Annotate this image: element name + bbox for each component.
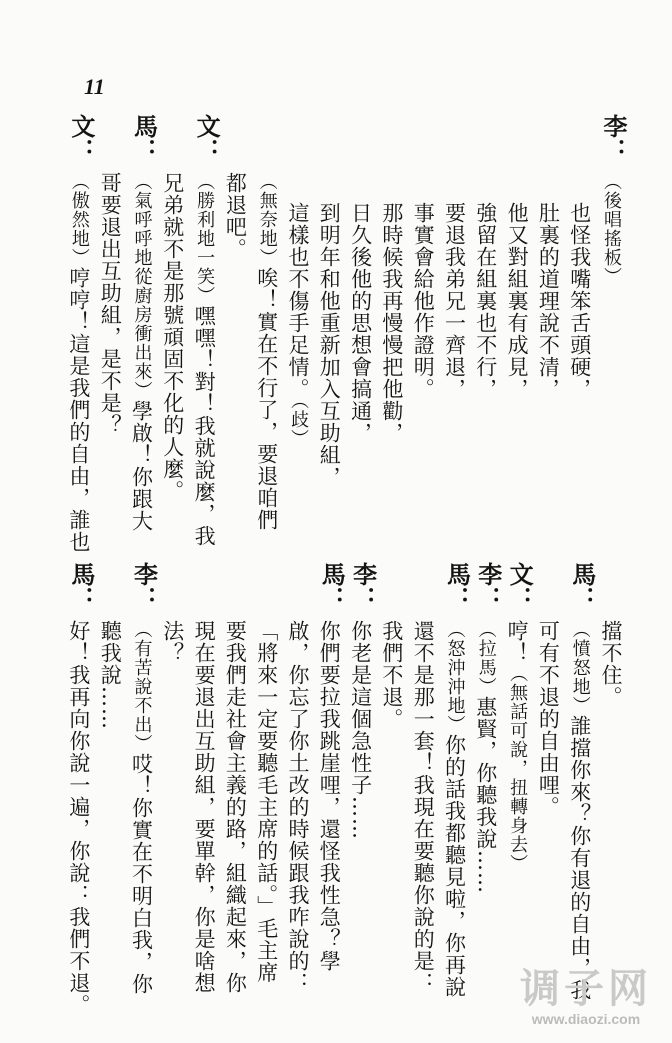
text-column xyxy=(314,620,344,972)
speaker-label: 文： xyxy=(66,114,96,162)
dialogue-text: 現在要退出互助組，要單幹，你是啥想 xyxy=(192,620,217,994)
text-column xyxy=(252,620,282,984)
dialogue-text: 他又對組裏有成見， xyxy=(505,202,530,400)
dialogue-text: 啟，你忘了你土改的時候跟我咋說的： xyxy=(286,620,310,994)
text-column xyxy=(283,620,313,994)
text-column xyxy=(377,202,407,444)
speaker-label: 馬： xyxy=(567,562,597,610)
stage-direction: （拉馬） xyxy=(475,620,497,696)
dialogue-text: 哎！你實在不明白我，你 xyxy=(129,753,154,995)
speaker-label: 李： xyxy=(129,562,159,610)
text-column xyxy=(440,202,470,400)
speaker-label: 文： xyxy=(505,562,535,610)
text-column xyxy=(220,172,250,260)
text-column xyxy=(346,202,376,444)
dialogue-text: 那時候我再慢慢把他勸， xyxy=(379,202,404,444)
text-column xyxy=(533,202,563,400)
dialogue-text: 你的話我都聽見啦，你再說 xyxy=(442,734,467,998)
text-column xyxy=(95,620,125,730)
dialogue-text: 肚裏的道理說不清， xyxy=(536,202,561,400)
dialogue-text: 哼！ xyxy=(505,620,530,664)
text-column xyxy=(95,172,125,436)
text-column xyxy=(189,172,219,547)
dialogue-text: 法？ xyxy=(160,620,185,664)
stage-direction: （勝利地一笑） xyxy=(194,172,216,305)
stage-direction: （無奈地） xyxy=(256,172,278,267)
text-column xyxy=(408,620,438,994)
dialogue-text: 惠賢，你聽我說…… xyxy=(473,696,498,894)
dialogue-text: 你老是這個急性子…… xyxy=(348,620,373,840)
stage-direction: （氣呼呼地從廚房衝出來） xyxy=(131,172,153,400)
watermark xyxy=(520,967,652,1029)
text-column xyxy=(565,620,595,1001)
text-column xyxy=(64,172,94,553)
dialogue-text: 誰擋你來？你有退的自由，我 xyxy=(567,715,592,1001)
text-column xyxy=(127,172,157,532)
stage-direction: （傲然地） xyxy=(68,172,90,267)
text-column xyxy=(314,202,344,488)
stage-direction: （歧） xyxy=(288,400,309,448)
stage-direction: （有苦說不出） xyxy=(131,620,153,753)
dialogue-text: 嘿嘿！對！我就說麼，我 xyxy=(192,305,217,547)
dialogue-text: 還不是那一套！我現在要聽你說的是： xyxy=(411,620,436,994)
dialogue-text: 我們不退。 xyxy=(379,620,404,730)
text-column xyxy=(252,172,282,531)
dialogue-text: 事實會給他作證明。 xyxy=(411,202,436,400)
stage-direction: （怒沖沖地） xyxy=(444,620,466,734)
speaker-label: 李： xyxy=(473,562,503,610)
stage-direction: （憤怒地） xyxy=(569,620,591,715)
text-column xyxy=(127,620,157,995)
text-column xyxy=(346,620,376,840)
text-column xyxy=(220,620,250,994)
text-column xyxy=(408,202,438,400)
dialogue-text: 哼哼！這是我們的自由，誰也 xyxy=(66,267,91,553)
text-column xyxy=(283,202,313,448)
text-column xyxy=(533,620,563,818)
text-column xyxy=(377,620,407,730)
text-column xyxy=(502,202,532,400)
text-column xyxy=(158,620,188,664)
dialogue-text: 也怪我嘴笨舌頭硬， xyxy=(567,202,592,400)
speaker-label: 馬： xyxy=(66,562,96,610)
speaker-label: 馬： xyxy=(129,114,159,162)
dialogue-text: 好！我再向你說一遍，你說：我們不退。 xyxy=(66,620,91,1016)
speaker-label: 文： xyxy=(192,114,222,162)
speaker-label: 馬： xyxy=(442,562,472,610)
text-column xyxy=(565,202,595,400)
dialogue-text: 這樣也不傷手足情。 xyxy=(286,202,310,400)
text-column xyxy=(158,172,188,502)
watermark-name: 调子网 xyxy=(520,967,652,1011)
speaker-label: 李： xyxy=(348,562,378,610)
dialogue-text: 兄弟就不是那號頑固不化的人麼。 xyxy=(160,172,185,502)
dialogue-text: 都退吧。 xyxy=(223,172,248,260)
dialogue-text: 擋不住。 xyxy=(599,620,623,708)
dialogue-text: 要退我弟兄一齊退， xyxy=(442,202,467,400)
dialogue-text: 日久後他的思想會搞通， xyxy=(348,202,373,444)
page-number: 11 xyxy=(84,74,105,99)
text-column xyxy=(471,202,501,400)
dialogue-text: 學啟！你跟大 xyxy=(129,400,154,532)
dialogue-text: 可有不退的自由哩。 xyxy=(536,620,561,818)
text-column xyxy=(189,620,219,994)
dialogue-text: 到明年和他重新加入互助組， xyxy=(317,202,342,488)
watermark-url: www.diaozi.com xyxy=(531,1011,641,1027)
text-column xyxy=(502,620,532,873)
dialogue-text: 你們要拉我跳崖哩，還怪我性急？學 xyxy=(317,620,342,972)
dialogue-text: 強留在組裏也不行， xyxy=(473,202,498,400)
dialogue-text: 聽我說…… xyxy=(98,620,123,730)
dialogue-text: 哥要退出互助組，是不是？ xyxy=(98,172,123,436)
text-column xyxy=(471,620,501,894)
stage-direction: （後唱搖板） xyxy=(601,172,622,286)
stage-direction: （無話可說，扭轉身去） xyxy=(507,664,529,873)
dialogue-text: 「將來一定要聽毛主席的話。」毛主席 xyxy=(254,620,279,984)
dialogue-text: 要我們走社會主義的路，組織起來，你 xyxy=(223,620,248,994)
text-column xyxy=(64,620,94,1016)
text-column xyxy=(596,620,626,708)
text-column xyxy=(440,620,470,998)
text-column xyxy=(596,172,626,286)
speaker-label: 李： xyxy=(599,114,628,162)
dialogue-text: 唉！實在不行了，要退咱們 xyxy=(254,267,279,531)
speaker-label: 馬： xyxy=(317,562,347,610)
